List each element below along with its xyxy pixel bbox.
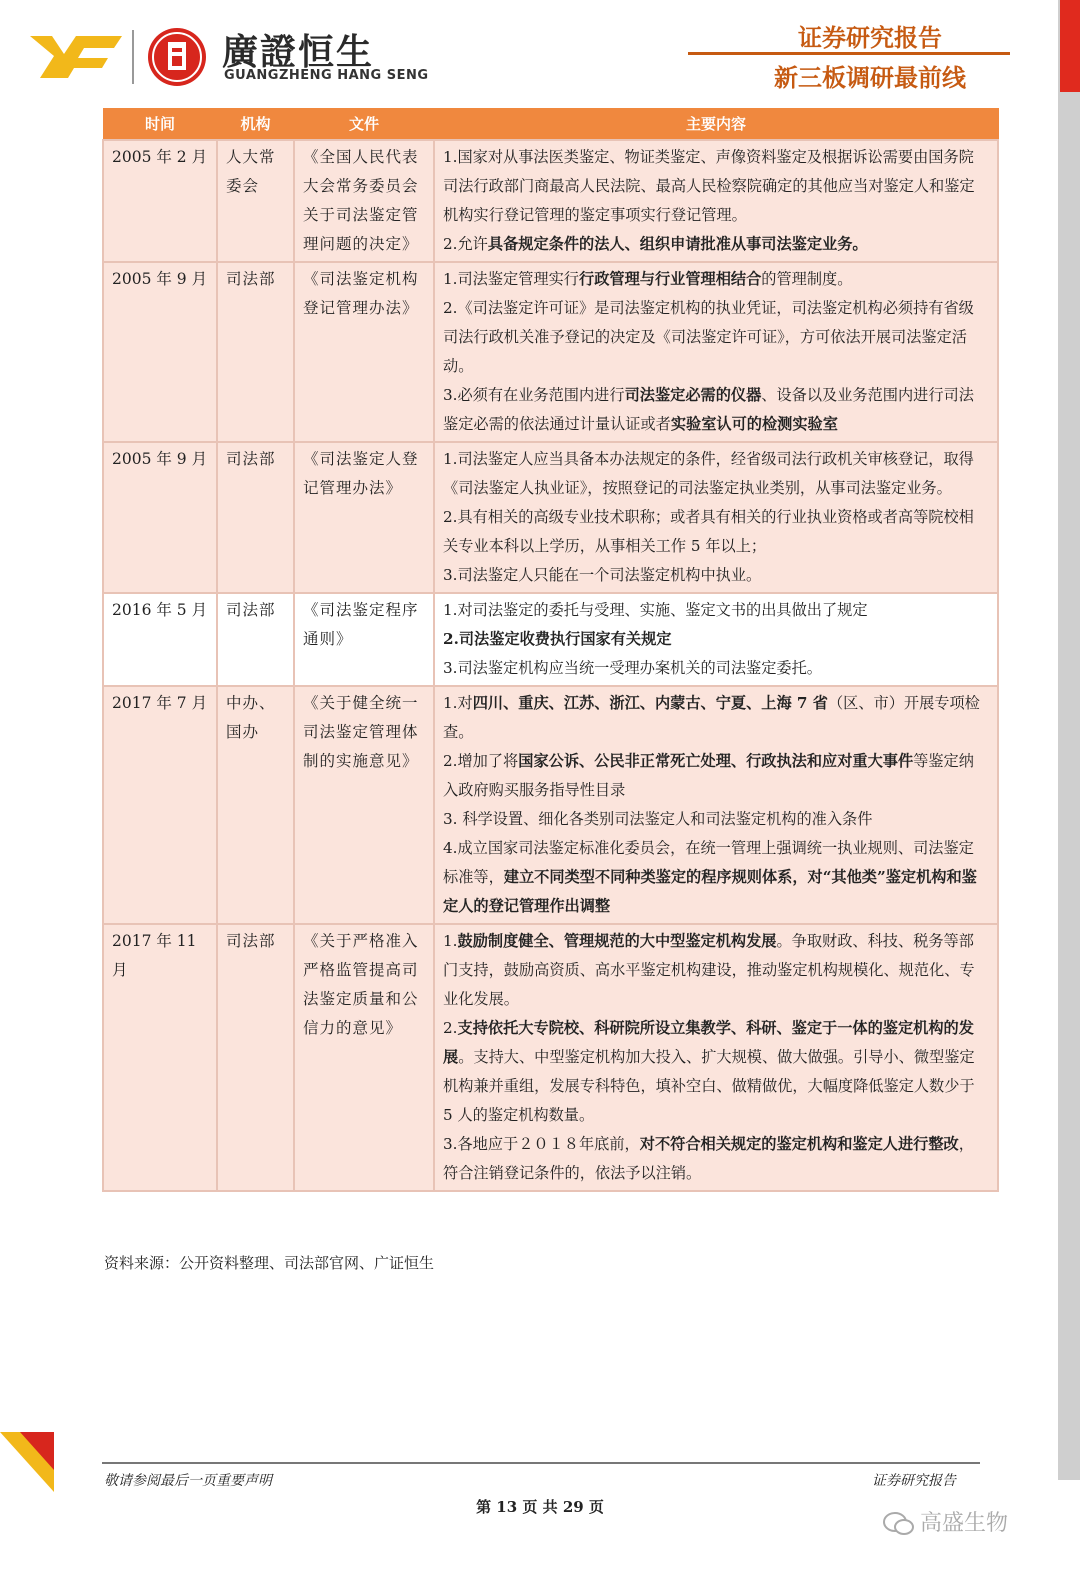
content-paragraph: [443, 689, 989, 747]
right-edge-bar: [1058, 0, 1080, 1480]
text-segment: 1.: [443, 932, 458, 950]
bold-segment: 实验室认可的检测实验室: [670, 415, 838, 433]
text-segment: 1.国家对从事法医类鉴定、物证类鉴定、声像资料鉴定及根据诉讼需要由国务院司法行政部门商最高人民法院、最高人民检察院确定的其他应当对鉴定人和鉴定机构实行登记管理的鉴定事项实行登记管理。: [443, 148, 975, 224]
text-segment: 3.司法鉴定机构应当统一受理办案机关的司法鉴定委托。: [443, 659, 822, 677]
text-segment: 2.具有相关的高级专业技术职称；或者具有相关的行业执业资格或者高等院校相关专业本科以上学历，从事相关工作 5 年以上；: [443, 508, 974, 555]
table-body: [103, 140, 998, 1191]
cell-org: 司法部: [217, 442, 294, 593]
cell-content: [434, 262, 998, 442]
logo-divider: [132, 30, 134, 84]
bold-segment: 四川、重庆、江苏、浙江、内蒙古、宁夏、上海 7 省: [472, 694, 828, 712]
table-row: [103, 442, 998, 593]
content-paragraph: [443, 230, 989, 259]
content-paragraph: [443, 445, 989, 503]
bold-segment: 建立不同类型不同种类鉴定的程序规则体系，对“其他类”鉴定机构和鉴定人的登记管理作出调整: [443, 868, 977, 915]
cell-doc: 《司法鉴定机构登记管理办法》: [294, 262, 434, 442]
text-segment: 1.司法鉴定管理实行: [443, 270, 579, 288]
brand-name-cn: 廣證恒生: [222, 32, 375, 73]
table-row: [103, 686, 998, 924]
cell-org: 中办、国办: [217, 686, 294, 924]
ye-logo-icon: [30, 32, 122, 80]
text-segment: 1.司法鉴定人应当具备本办法规定的条件，经省级司法行政机关审核登记，取得《司法鉴定人执业证》，按照登记的司法鉴定执业类别，从事司法鉴定业务。: [443, 450, 974, 497]
wechat-watermark: [882, 1506, 1008, 1537]
content-paragraph: [443, 561, 989, 590]
content-paragraph: [443, 1130, 989, 1188]
text-segment: 。支持大、中型鉴定机构加大投入、扩大规模、做大做强。引导小、微型鉴定机构兼并重组，发展专科特色，填补空白、做精做优，大幅度降低鉴定人数少于 5 人的鉴定机构数量。: [443, 1048, 975, 1124]
text-segment: 等鉴定纳入政府购买服务指导性目录: [443, 752, 974, 799]
watermark-text: 高盛生物: [920, 1511, 1009, 1536]
col-header-doc: 文件: [294, 109, 434, 141]
cell-content: [434, 686, 998, 924]
bold-segment: 对不符合相关规定的鉴定机构和鉴定人进行整改: [639, 1135, 959, 1153]
text-segment: 、设备以及业务范围内进行司法鉴定必需的依法通过计量认证或者: [443, 386, 974, 433]
cell-date: 2005 年 2 月: [103, 140, 217, 262]
content-paragraph: [443, 503, 989, 561]
cell-content: [434, 140, 998, 262]
bold-segment: 支持依托大专院校、科研院所设立集教学、科研、鉴定于一体的鉴定机构的发展: [443, 1019, 974, 1066]
cell-doc: 《关于严格准入严格监管提高司法鉴定质量和公信力的意见》: [294, 924, 434, 1191]
text-segment: 2.增加了将: [443, 752, 519, 770]
content-paragraph: [443, 294, 989, 381]
cell-doc: 《关于健全统一司法鉴定管理体制的实施意见》: [294, 686, 434, 924]
content-paragraph: [443, 1014, 989, 1130]
cell-date: 2005 年 9 月: [103, 442, 217, 593]
cell-doc: 《全国人民代表大会常务委员会关于司法鉴定管理问题的决定》: [294, 140, 434, 262]
report-series: 新三板调研最前线: [774, 64, 966, 92]
gzhs-seal-icon: [146, 26, 208, 88]
report-type: 证券研究报告: [798, 24, 942, 52]
content-paragraph: [443, 381, 989, 439]
table-header-row: [103, 109, 998, 141]
table-row: [103, 140, 998, 262]
text-segment: 4.成立国家司法鉴定标准化委员会，在统一管理上强调统一执业规则、司法鉴定标准等，: [443, 839, 974, 886]
regulation-table: [102, 108, 999, 1192]
table-row: [103, 262, 998, 442]
col-header-org: 机构: [217, 109, 294, 141]
text-segment: 3.各地应于２０１８年底前，: [443, 1135, 640, 1153]
cell-content: [434, 593, 998, 686]
disclaimer-note: 敬请参阅最后一页重要声明: [104, 1473, 272, 1489]
content-paragraph: [443, 805, 989, 834]
cell-date: 2017 年 7 月: [103, 686, 217, 924]
text-segment: 2.: [443, 1019, 458, 1037]
bold-segment: 司法鉴定必需的仪器: [624, 386, 762, 404]
content-paragraph: [443, 747, 989, 805]
text-segment: 3. 科学设置、细化各类别司法鉴定人和司法鉴定机构的准入条件: [443, 810, 873, 828]
cell-content: [434, 442, 998, 593]
col-header-content: 主要内容: [434, 109, 998, 141]
bold-segment: 具备规定条件的法人、组织申请批准从事司法鉴定业务。: [487, 235, 868, 253]
content-paragraph: [443, 654, 989, 683]
content-paragraph: [443, 927, 989, 1014]
cell-org: 人大常委会: [217, 140, 294, 262]
text-segment: 。争取财政、科技、税务等部门支持，鼓励高资质、高水平鉴定机构建设，推动鉴定机构规模化、规范化、专业化发展。: [443, 932, 975, 1008]
page-number: 第 13 页 共 29 页: [476, 1498, 604, 1516]
text-segment: 2.允许: [443, 235, 488, 253]
corner-triangle-icon: [0, 1432, 54, 1492]
text-segment: 2.《司法鉴定许可证》是司法鉴定机构的执业凭证，司法鉴定机构必须持有省级司法行政机关准予登记的决定及《司法鉴定许可证》，方可依法开展司法鉴定活动。: [443, 299, 974, 375]
text-segment: ，符合注销登记条件的，依法予以注销。: [443, 1135, 974, 1182]
text-segment: 3.司法鉴定人只能在一个司法鉴定机构中执业。: [443, 566, 762, 584]
cell-date: 2017 年 11 月: [103, 924, 217, 1191]
text-segment: 1.对司法鉴定的委托与受理、实施、鉴定文书的出具做出了规定: [443, 601, 868, 619]
footer-rule: [102, 1462, 980, 1464]
footer-report-type: 证券研究报告: [872, 1473, 956, 1489]
cell-content: [434, 924, 998, 1191]
cell-doc: 《司法鉴定人登记管理办法》: [294, 442, 434, 593]
bold-segment: 鼓励制度健全、管理规范的大中型鉴定机构发展: [457, 932, 777, 950]
content-paragraph: [443, 143, 989, 230]
cell-org: 司法部: [217, 593, 294, 686]
table-row: [103, 593, 998, 686]
brand-name-en: GUANGZHENG HANG SENG: [224, 68, 429, 83]
cell-org: 司法部: [217, 924, 294, 1191]
header-rule: [688, 52, 1010, 55]
text-segment: 3.必须有在业务范围内进行: [443, 386, 625, 404]
table-row: [103, 924, 998, 1191]
text-segment: 1.对: [443, 694, 473, 712]
bold-segment: 2.司法鉴定收费执行国家有关规定: [443, 630, 672, 648]
cell-org: 司法部: [217, 262, 294, 442]
content-paragraph: [443, 834, 989, 921]
cell-date: 2016 年 5 月: [103, 593, 217, 686]
cell-doc: 《司法鉴定程序通则》: [294, 593, 434, 686]
content-paragraph: [443, 596, 989, 625]
content-paragraph: [443, 265, 989, 294]
right-edge-accent: [1060, 0, 1080, 92]
cell-date: 2005 年 9 月: [103, 262, 217, 442]
text-segment: （区、市）开展专项检查。: [443, 694, 980, 741]
col-header-date: 时间: [103, 109, 217, 141]
bold-segment: 国家公诉、公民非正常死亡处理、行政执法和应对重大事件: [518, 752, 914, 770]
content-paragraph: [443, 625, 989, 654]
bold-segment: 行政管理与行业管理相结合: [579, 270, 762, 288]
text-segment: 的管理制度。: [761, 270, 853, 288]
wechat-icon: [882, 1511, 916, 1537]
source-note: 资料来源：公开资料整理、司法部官网、广证恒生: [104, 1254, 435, 1272]
